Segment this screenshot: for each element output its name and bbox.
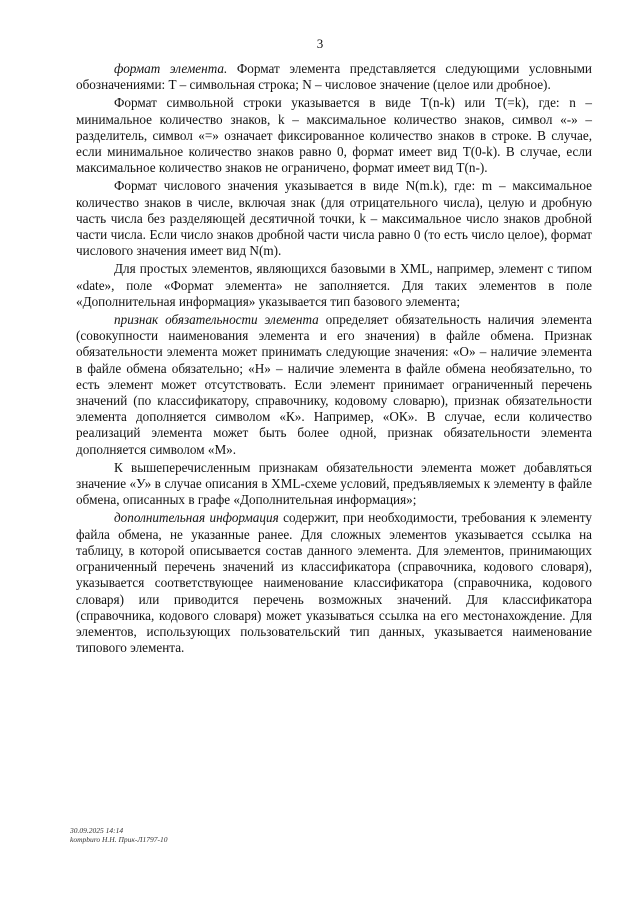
- paragraph-text: К вышеперечисленным признакам обязательности элемента может добавляться значение «У» в случае описания в XML-схеме условий, предъявляемых к элементу в файле обмена, описанных в графе «Дополнительная информация»;: [76, 459, 592, 508]
- paragraph-number-format: [76, 178, 592, 259]
- paragraph-element-format: [76, 61, 592, 93]
- term-element-format: формат элемента.: [114, 61, 228, 76]
- paragraph-text: содержит, при необходимости, требования к элементу файла обмена, не указанные ранее. Для сложных элементов указывается ссылка на таблицу, в которой описывается состав данного элемента. Для элементов, принимающих ограниченный перечень значений из классификатора (справочника, кодового словаря), указывается соответствующее наименование классификатора (справочника, кодового словаря) или приводится перечень возможных значений. Для классификатора (справочника, кодового словаря) может указываться ссылка на его местонахождение. Для элементов, использующих пользовательский тип данных, указывается наименование типового элемента.: [76, 510, 592, 656]
- paragraph-text: Формат числового значения указывается в виде N(m.k), где: m – максимальное количество знаков в числе, включая знак (для отрицательного числа), целую и дробную часть числа без разделяющей десятичной точки, k – максимальное число знаков дробной части числа. Если число знаков дробной части числа равно 0 (то есть число целое), формат числового значения имеет вид N(m).: [76, 178, 592, 259]
- paragraph-simple-elements: [76, 261, 592, 310]
- paragraph-text: Формат символьной строки указывается в виде T(n-k) или T(=k), где: n – минимальное количество знаков, k – максимальное количество знаков, символ «-» – разделитель, символ «=» означает фиксированное количество знаков в строке. В случае, если минимальное количество знаков равно 0, формат имеет вид T(0-k). В случае, если максимальное количество знаков не ограничено, формат имеет вид T(n-).: [76, 95, 592, 176]
- paragraph-required-flag: [76, 312, 592, 458]
- paragraph-condition-flag: [76, 460, 592, 509]
- page-number: 3: [316, 36, 324, 51]
- footer-timestamp: 30.09.2025 14:14: [70, 826, 124, 835]
- term-required-flag: признак обязательности элемента: [114, 312, 319, 328]
- paragraph-additional-info: [76, 510, 592, 656]
- footer-source: kompburo Н.Н. Прик-Л1797-10: [70, 835, 168, 844]
- term-additional-info: дополнительная информация: [114, 510, 279, 526]
- paragraph-text: Формат элемента представляется следующими условными обозначениями: T – символьная строка; N – числовое значение (целое или дробное).: [76, 61, 592, 93]
- paragraph-text: определяет обязательность наличия элемента (совокупности наименования элемента и его значения) в файле обмена. Признак обязательности элемента может принимать следующие значения: «О» – наличие элемента в файле обмена обязательно; «Н» – наличие элемента в файле обмена необязательно, то есть элемент может отсутствовать. Если элемент принимает ограниченный перечень значений (по классификатору, справочнику, кодовому словарю), признак обязательности элемента дополняется символом «К». Например, «ОК». В случае, если количество реализаций элемента может быть более одной, признак обязательности элемента дополняется символом «М».: [76, 312, 592, 457]
- paragraph-string-format: [76, 95, 592, 176]
- document-body: [76, 61, 592, 656]
- paragraph-text: Для простых элементов, являющихся базовыми в XML, например, элемент с типом «date», поле «Формат элемента» не заполняется. Для таких элементов в поле «Дополнительная информация» указывается тип базового элемента;: [76, 261, 592, 309]
- footer-stamp: [70, 826, 167, 844]
